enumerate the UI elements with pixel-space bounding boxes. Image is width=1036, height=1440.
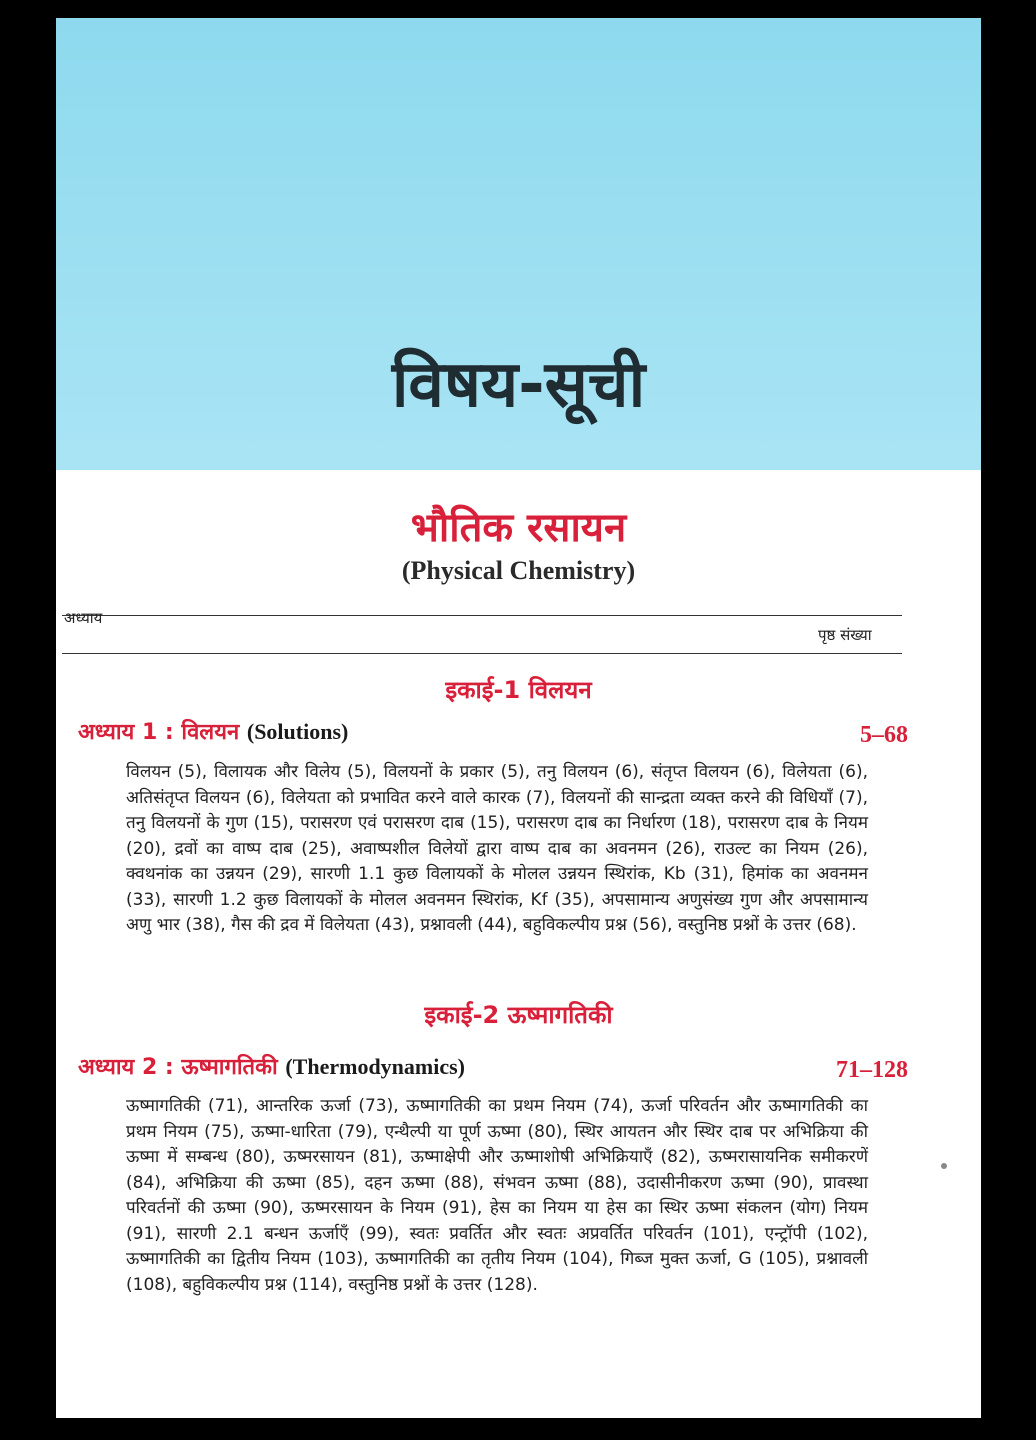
chapter-1-english: (Solutions) [246, 719, 349, 744]
chapter-1-pages: 5–68 [860, 722, 908, 748]
header-rule-top [62, 615, 902, 616]
unit-1-heading: इकाई-1 विलयन [445, 676, 592, 704]
scroll-indicator[interactable] [941, 1163, 947, 1169]
section-title-hindi: भौतिक रसायन [410, 505, 627, 551]
column-head-chapter: अध्याय [64, 609, 103, 627]
chapter-2-label: अध्याय 2 : ऊष्मागतिकी (Thermodynamics) [78, 1054, 466, 1080]
header-rule-bottom [62, 653, 902, 654]
page-title: विषय-सूची [391, 348, 646, 422]
chapter-1-label: अध्याय 1 : विलयन (Solutions) [78, 719, 349, 745]
chapter-2-pages: 71–128 [836, 1057, 908, 1083]
chapter-1-row[interactable] [78, 716, 908, 750]
book-page [56, 18, 981, 1418]
unit-2-heading: इकाई-2 ऊष्मागतिकी [424, 1001, 613, 1029]
chapter-2-topics: ऊष्मागतिकी (71), आन्तरिक ऊर्जा (73), ऊष्मागतिकी का प्रथम नियम (74), ऊर्जा परिवर्तन और ऊष्मागतिकी का प्रथम नियम (75), ऊष्मा-धारिता (79), एन्थैल्पी या पूर्ण ऊष्मा (80), स्थिर आयतन और स्थिर दाब पर अभिक्रिया की ऊष्मा में सम्बन्ध (80), ऊष्मरसायन (81), ऊष्माक्षेपी और ऊष्माशोषी अभिक्रियाएँ (82), ऊष्मरासायनिक समीकरणें (84), अभिक्रिया की ऊष्मा (85), दहन ऊष्मा (88), संभवन ऊष्मा (88), उदासीनीकरण ऊष्मा (90), प्रावस्था परिवर्तनों की ऊष्मा (90), ऊष्मरसायन के नियम (91), हेस का नियम या हेस का स्थिर ऊष्मा संकलन (योग) नियम (91), सारणी 2.1 बन्धन ऊर्जाएँ (99), स्वतः प्रवर्तित और स्वतः अप्रवर्तित परिवर्तन (101), एन्ट्रॉपी (102), ऊष्मागतिकी का द्वितीय नियम (103), ऊष्मागतिकी का तृतीय नियम (104), गिब्ज मुक्त ऊर्जा, G (105), प्रश्नावली (108), बहुविकल्पीय प्रश्न (114), वस्तुनिष्ठ प्रश्नों के उत्तर (128). [126, 1096, 868, 1295]
chapter-2-english: (Thermodynamics) [285, 1054, 466, 1079]
column-head-page: पृष्ठ संख्या [818, 626, 872, 644]
chapter-2-row[interactable] [78, 1051, 908, 1085]
section-title-english: (Physical Chemistry) [401, 556, 636, 585]
chapter-1-topics: विलयन (5), विलायक और विलेय (5), विलयनों के प्रकार (5), तनु विलयन (6), संतृप्त विलयन (6), विलेयता (6), अतिसंतृप्त विलयन (6), विलेयता को प्रभावित करने वाले कारक (7), विलयनों की सान्द्रता व्यक्त करने की विधियाँ (7), तनु विलयनों के गुण (15), परासरण एवं परासरण दाब (15), परासरण दाब का निर्धारण (18), परासरण दाब के नियम (20), द्रवों का वाष्प दाब (25), अवाष्पशील विलेयों द्वारा वाष्प दाब का अवनमन (26), राउल्ट का नियम (26), क्वथनांक का उन्नयन (29), सारणी 1.1 कुछ विलायकों के मोलल उन्नयन स्थिरांक, Kb (31), हिमांक का अवनमन (33), सारणी 1.2 कुछ विलायकों के मोलल अवनमन स्थिरांक, Kf (35), अपसामान्य अणुसंख्य गुण और अपसामान्य अणु भार (38), गैस की द्रव में विलेयता (43), प्रश्नावली (44), बहुविकल्पीय प्रश्न (56), वस्तुनिष्ठ प्रश्नों के उत्तर (68). [126, 762, 868, 935]
